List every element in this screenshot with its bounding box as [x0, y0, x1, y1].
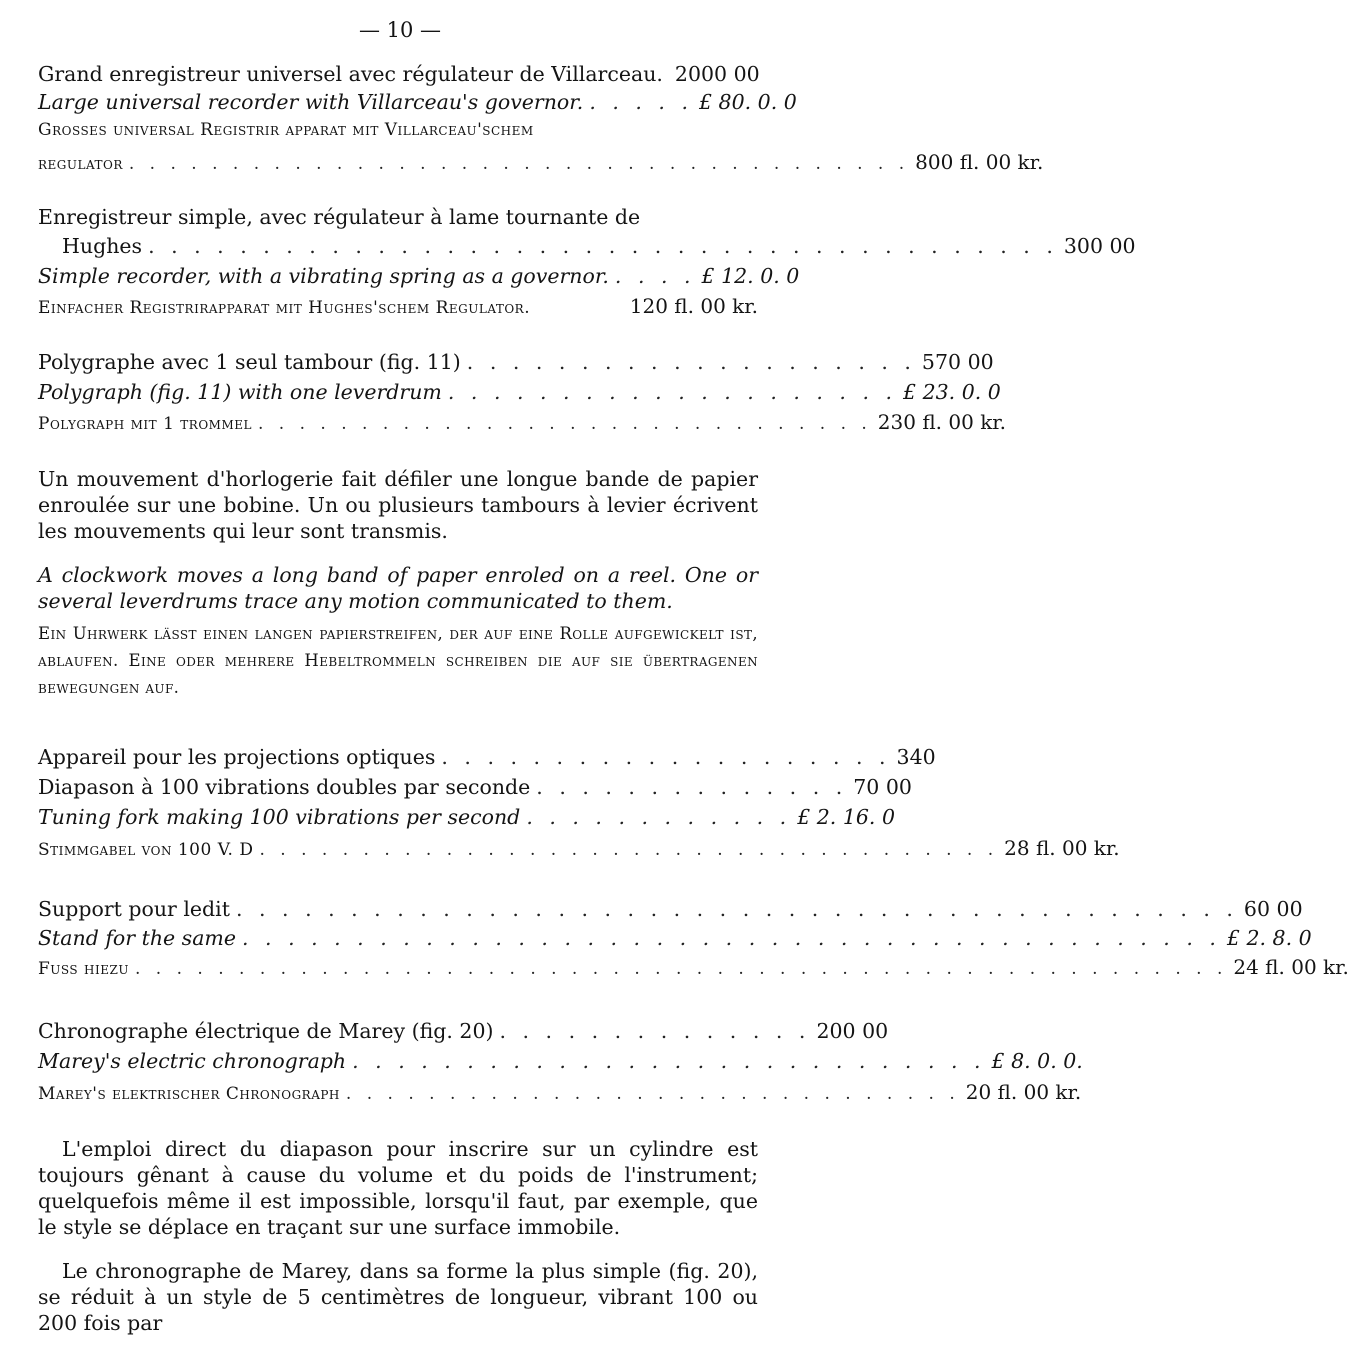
entry-price: 70 00	[853, 775, 912, 799]
price-line	[38, 264, 800, 294]
entry-label: Stand for the same	[38, 926, 236, 950]
leader-dots: . . . . . . . . . . . . . . . . . . . . . . . . . . . . . .	[257, 414, 872, 434]
entry-price: £ 2. 8. 0	[1226, 926, 1312, 950]
entry-label: Diapason à 100 vibrations doubles par seconde	[38, 775, 531, 799]
price-line	[38, 90, 797, 120]
price-line	[38, 120, 758, 150]
paragraph-diapason: L'emploi direct du diapason pour inscrire sur un cylindre est toujours gênant à cause du volume et du poids de l'instrument; quelquefois même il est impossible, lorsqu'il faut, par exemple, que le style se déplace en traçant sur une surface immobile.	[38, 1137, 758, 1239]
entry-price: £ 23. 0. 0	[903, 380, 1001, 404]
entry-label: Support pour ledit	[38, 897, 230, 921]
leader-dots: . . . . . . . . . . . . . . . . . . . . . . . . . . . . . . . . . . . .	[259, 840, 999, 860]
leader-dots: . . . . . . . . . . . . . . . . . . . . . . . . . . . .	[352, 1049, 986, 1073]
leader-dots: . . . . . . . . . . . . . .	[499, 1019, 811, 1043]
paragraph-english: A clockwork moves a long band of paper enroled on a reel. One or several leverdrums trace any motion communicated to them.	[38, 563, 758, 613]
price-line	[38, 926, 1312, 956]
entry-price: 24 fl. 00 kr.	[1233, 955, 1349, 979]
entry-label: Polygraph mit 1 trommel	[38, 414, 252, 434]
entry-label: Stimmgabel von 100 V. D	[38, 840, 254, 860]
leader-dots: . . . . . . . . . . . . . . . . . . . .	[441, 745, 891, 769]
entry-price: £ 8. 0. 0.	[991, 1049, 1083, 1073]
leader-dots: . . . . . . . . . . . .	[526, 805, 792, 829]
price-line	[38, 745, 936, 775]
entry-label: Simple recorder, with a vibrating spring as a governor.	[38, 264, 609, 288]
leader-dots: . . . . . . . . . . . . . .	[536, 775, 848, 799]
entry-label: Marey's elektrischer Chronograph	[38, 1084, 340, 1104]
leader-dots: . . . . .	[589, 90, 693, 114]
entry-price: 60 00	[1243, 897, 1303, 921]
entry-price: 300 00	[1063, 234, 1136, 258]
price-line	[38, 836, 1120, 866]
price-line	[38, 1049, 1083, 1079]
page-number: — 10 —	[358, 18, 442, 42]
entry-price: 340	[896, 745, 936, 769]
paragraph-german: Ein Uhrwerk lässt einen langen papierstreifen, der auf eine Rolle aufgewickelt ist, ablaufen. Eine oder mehrere Hebeltrommeln schreiben die auf sie übertragenen bewegungen auf.	[38, 624, 758, 697]
entry-price: £ 2. 16. 0	[797, 805, 895, 829]
entry-label: Tuning fork making 100 vibrations per second	[38, 805, 521, 829]
price-line	[38, 294, 758, 324]
price-line	[62, 234, 1136, 264]
price-line	[38, 350, 994, 380]
leader-dots: . . . . . . . . . . . . . . . . . . . . . . . . . . . . . .	[345, 1084, 960, 1104]
entry-label: regulator	[38, 154, 123, 174]
entry-label: Hughes	[62, 234, 143, 258]
entry-price: 20 fl. 00 kr.	[965, 1080, 1082, 1104]
price-line	[38, 775, 912, 805]
entry-price: £ 12. 0. 0	[701, 264, 800, 288]
paragraph-french: Un mouvement d'horlogerie fait défiler une longue bande de papier enroulée sur une bobine. Un ou plusieurs tambours à levier écrivent les mouvements qui leur sont transmis.	[38, 467, 758, 543]
price-line	[38, 897, 1303, 927]
price-line	[38, 62, 758, 92]
entry-label: Marey's electric chronograph	[38, 1049, 347, 1073]
leader-dots: . . . . . . . . . . . . . . . . . . . .	[447, 380, 898, 404]
entry-label: Enregistreur simple, avec régulateur à lame tournante de	[38, 205, 641, 229]
leader-dots: . . . . . . . . . . . . . . . . . . . . . . . . . . . . . . . . . . . . . . . .	[148, 234, 1058, 258]
entry-price: 800 fl. 00 kr.	[915, 150, 1044, 174]
leader-dots: . . . . . . . . . . . . . . . . . . . . . . . . . . . . . . . . . . . . . . . . . . . . . . . . . . . . .	[134, 959, 1228, 979]
leader-dots: . . . . . . . . . . . . . . . . . . . . . . . . . . . . . . . . . . . . . . . . . . . .	[235, 897, 1238, 921]
leader-dots: . . . . . . . . . . . . . . . . . . . . . . . . . . . . . . . . . . . . . . . . . . .	[242, 926, 1221, 950]
leader-dots: . . . .	[614, 264, 696, 288]
entry-price: 2000 00	[674, 62, 760, 86]
entry-label: Fuss hiezu	[38, 959, 129, 979]
entry-label: Large universal recorder with Villarceau's governor.	[38, 90, 584, 114]
entry-price: 570 00	[921, 350, 994, 374]
entry-label: Grand enregistreur universel avec régulateur de Villarceau.	[38, 62, 663, 86]
price-line	[38, 410, 1007, 440]
price-line	[38, 150, 1044, 180]
price-line	[38, 380, 1001, 410]
price-line	[38, 1080, 1082, 1110]
paragraph-chronographe: Le chronographe de Marey, dans sa forme la plus simple (fig. 20), se réduit à un style de 5 centimètres de longueur, vibrant 100 ou 200 fois par	[38, 1259, 758, 1335]
entry-price: 200 00	[816, 1019, 889, 1043]
entry-label: Grosses universal Registrir apparat mit Villarceau'schem	[38, 120, 534, 140]
leader-dots: . . . . . . . . . . . . . . . . . . . . . . . . . . . . . . . . . . . . . .	[128, 154, 910, 174]
entry-label: Chronographe électrique de Marey (fig. 20)	[38, 1019, 494, 1043]
price-line	[38, 805, 895, 835]
entry-price: 28 fl. 00 kr.	[1004, 836, 1120, 860]
entry-price: 120 fl. 00 kr.	[629, 294, 758, 318]
entry-price: 230 fl. 00 kr.	[877, 410, 1007, 434]
entry-label: Einfacher Registrirapparat mit Hughes'schem Regulator.	[38, 298, 531, 318]
price-line	[38, 205, 758, 235]
entry-label: Polygraph (fig. 11) with one leverdrum	[38, 380, 442, 404]
entry-label: Polygraphe avec 1 seul tambour (fig. 11)	[38, 350, 461, 374]
leader-dots: . . . . . . . . . . . . . . . . . . . .	[466, 350, 916, 374]
price-line	[38, 955, 1349, 985]
entry-price: £ 80. 0. 0	[698, 90, 797, 114]
price-line	[38, 1019, 889, 1049]
entry-label: Appareil pour les projections optiques	[38, 745, 436, 769]
